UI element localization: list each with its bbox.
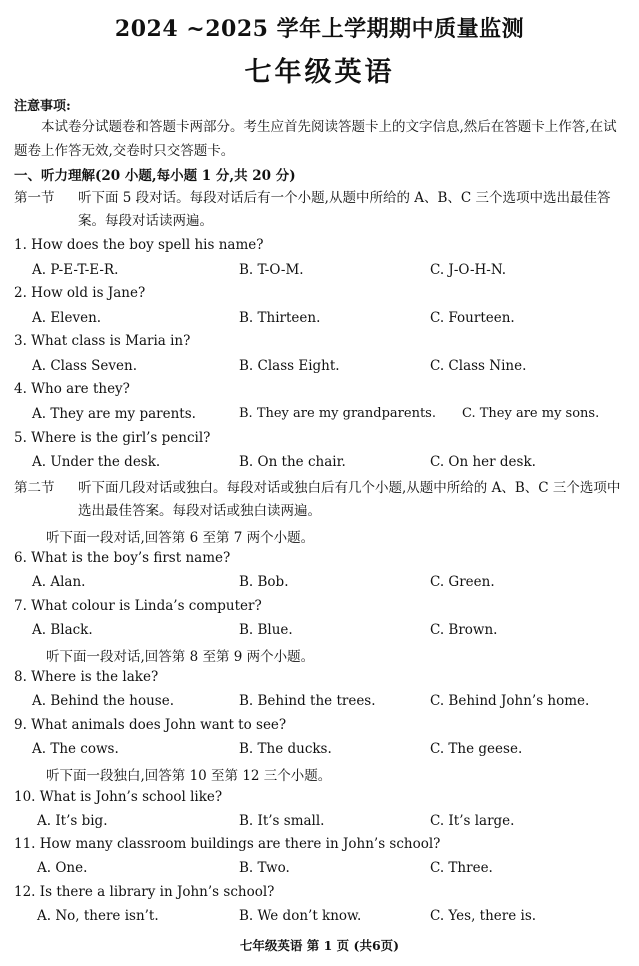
option-b: B. It’s small. bbox=[239, 813, 325, 829]
option-a: A. Behind the house. bbox=[32, 693, 175, 709]
part-one-text: 听下面 5 段对话。每段对话后有一个小题,从题中所给的 A、B、C 三个选项中选出最佳答案。每段对话读两遍。 bbox=[78, 190, 611, 229]
question: 3. What class is Maria in? bbox=[14, 333, 191, 349]
option-c: C. Three. bbox=[430, 860, 493, 876]
question: 8. Where is the lake? bbox=[14, 669, 159, 685]
option-a: A. Class Seven. bbox=[32, 358, 138, 374]
question: 11. How many classroom buildings are there in John’s school? bbox=[14, 836, 441, 852]
part-two-tag: 第二节 bbox=[14, 480, 55, 496]
option-b: B. We don’t know. bbox=[239, 908, 362, 924]
option-a: A. They are my parents. bbox=[32, 406, 196, 422]
option-a: A. No, there isn’t. bbox=[37, 908, 159, 924]
question: 2. How old is Jane? bbox=[14, 285, 146, 301]
option-b: B. Behind the trees. bbox=[239, 693, 376, 709]
option-b: B. The ducks. bbox=[239, 741, 332, 757]
option-b: B. Blue. bbox=[239, 622, 293, 638]
part-two-text: 听下面几段对话或独白。每段对话或独白后有几个小题,从题中所给的 A、B、C 三个选项中选出最佳答案。每段对话或独白读两遍。 bbox=[78, 480, 621, 519]
option-c: C. Brown. bbox=[430, 622, 498, 638]
part-one-tag: 第一节 bbox=[14, 190, 55, 206]
option-b: B. Two. bbox=[239, 860, 290, 876]
option-c: C. J-O-H-N. bbox=[430, 262, 507, 278]
option-b: B. On the chair. bbox=[239, 454, 346, 470]
question: 7. What colour is Linda’s computer? bbox=[14, 598, 262, 614]
section-title: 一、听力理解(20 小题,每小题 1 分,共 20 分) bbox=[14, 168, 296, 184]
listening-instruction: 听下面一段对话,回答第 8 至第 9 两个小题。 bbox=[46, 649, 315, 665]
option-a: A. Alan. bbox=[32, 574, 86, 590]
question: 5. Where is the girl’s pencil? bbox=[14, 430, 211, 446]
option-b: B. Class Eight. bbox=[239, 358, 340, 374]
question: 1. How does the boy spell his name? bbox=[14, 237, 264, 253]
option-c: C. Behind John’s home. bbox=[430, 693, 590, 709]
option-b: B. Thirteen. bbox=[239, 310, 321, 326]
question: 12. Is there a library in John’s school? bbox=[14, 884, 275, 900]
option-b: B. Bob. bbox=[239, 574, 289, 590]
option-a: A. One. bbox=[37, 860, 88, 876]
option-c: C. Fourteen. bbox=[430, 310, 515, 326]
part-two-instructions bbox=[14, 477, 626, 523]
option-c: C. On her desk. bbox=[430, 454, 536, 470]
option-c: C. Yes, there is. bbox=[430, 908, 537, 924]
option-a: A. It’s big. bbox=[37, 813, 108, 829]
option-a: A. The cows. bbox=[32, 741, 119, 757]
option-a: A. P-E-T-E-R. bbox=[32, 262, 119, 278]
option-a: A. Under the desk. bbox=[32, 454, 161, 470]
option-c: C. The geese. bbox=[430, 741, 523, 757]
option-a: A. Eleven. bbox=[32, 310, 102, 326]
listening-instruction: 听下面一段独白,回答第 10 至第 12 三个小题。 bbox=[46, 768, 332, 784]
option-c: C. Class Nine. bbox=[430, 358, 527, 374]
option-c: C. They are my sons. bbox=[462, 406, 600, 421]
option-a: A. Black. bbox=[32, 622, 93, 638]
exam-subtitle: 七年级英语 bbox=[244, 57, 395, 88]
question: 4. Who are they? bbox=[14, 381, 130, 397]
option-b: B. T-O-M. bbox=[239, 262, 304, 278]
option-c: C. Green. bbox=[430, 574, 495, 590]
notice-title: 注意事项: bbox=[14, 99, 71, 114]
part-one-instructions bbox=[14, 187, 626, 233]
exam-title: 2024 ~2025 学年上学期期中质量监测 bbox=[114, 16, 525, 42]
listening-instruction: 听下面一段对话,回答第 6 至第 7 两个小题。 bbox=[46, 530, 315, 546]
option-b: B. They are my grandparents. bbox=[239, 406, 436, 421]
notice-text: 本试卷分试题卷和答题卡两部分。考生应首先阅读答题卡上的文字信息,然后在答题卡上作答,在试题卷上作答无效,交卷时只交答题卡。 bbox=[14, 119, 617, 159]
option-c: C. It’s large. bbox=[430, 813, 515, 829]
page-footer: 七年级英语 第 1 页 (共6页) bbox=[239, 938, 400, 953]
question: 9. What animals does John want to see? bbox=[14, 717, 287, 733]
question: 6. What is the boy’s first name? bbox=[14, 550, 231, 566]
question: 10. What is John’s school like? bbox=[14, 789, 223, 805]
